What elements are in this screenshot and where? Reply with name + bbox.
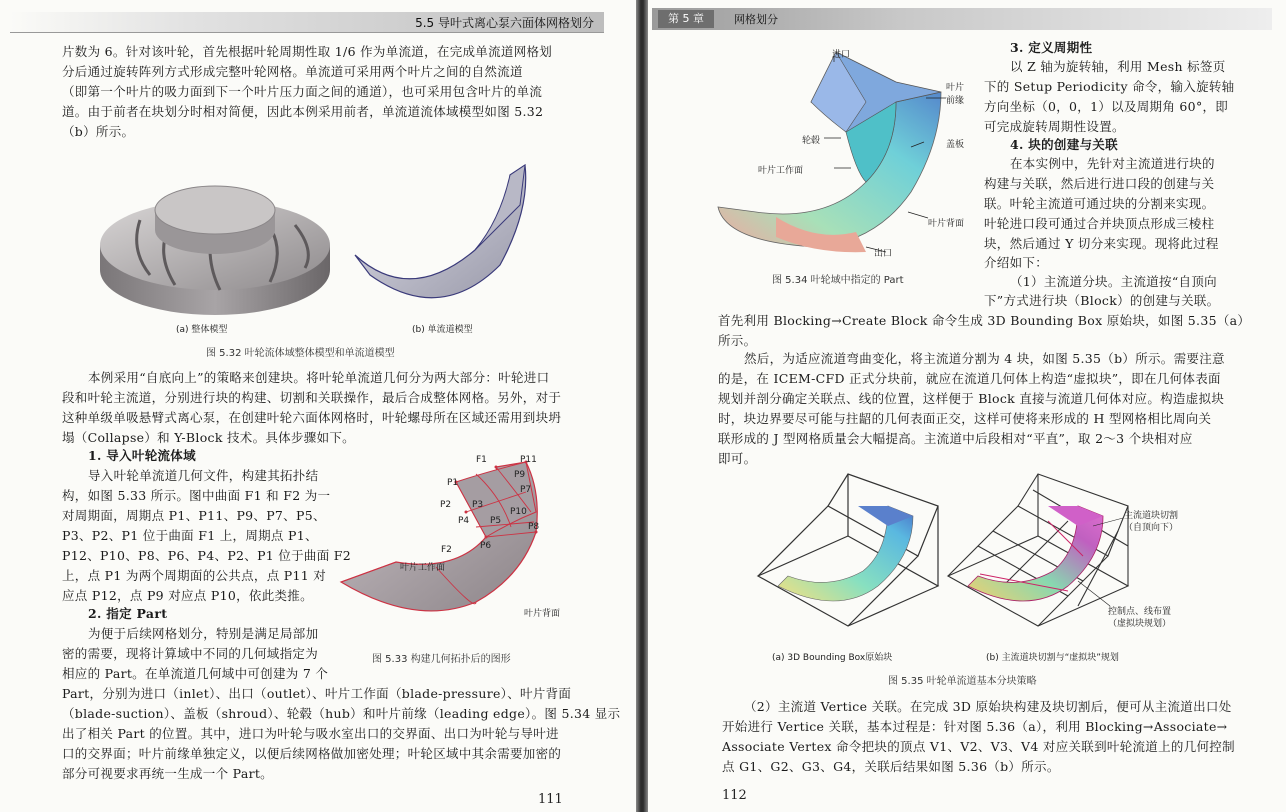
figure-5-32-caption: 图 5.32 叶轮流体域整体模型和单流道模型	[206, 348, 395, 359]
label-P1: P1	[447, 478, 459, 488]
page-number: 112	[722, 788, 747, 803]
text-line: 为便于后续网格划分，特别是满足局部加	[88, 626, 319, 641]
running-header	[10, 12, 604, 33]
figure-5-33-caption: 图 5.33 构建几何拓扑后的图形	[372, 654, 511, 665]
text-line: 分后通过旋转阵列方式形成完整叶轮网格。单流道可采用两个叶片之间的自然流道	[62, 64, 523, 79]
figure-5-32-image	[80, 150, 560, 320]
text-line: 段和叶轮主流道，分别进行块的构建、切割和关联操作，最后合成整体网格。另外，对于	[62, 390, 562, 405]
label-F2: F2	[441, 545, 452, 555]
text-line: 的是，在 ICEM-CFD 正式分块前，就应在流道几何体上构造“虚拟块”，即在几何体表面	[718, 371, 1221, 386]
section-4-title: 4. 块的创建与关联	[1010, 137, 1118, 152]
label-virtual-block: （虚拟块规划）	[1108, 619, 1172, 629]
label-P8: P8	[528, 522, 540, 532]
label-P7: P7	[520, 485, 532, 495]
text-line: 密的需要，现将计算域中不同的几何域指定为	[62, 646, 319, 661]
text-line: 以 Z 轴为旋转轴，利用 Mesh 标签页	[1010, 59, 1226, 74]
page-112	[648, 0, 1286, 812]
text-line: （b）所示。	[62, 124, 135, 139]
text-line: 在本实例中，先针对主流道进行块的	[1010, 156, 1215, 171]
text-line: 这种单级单吸悬臂式离心泵，在创建叶轮六面体网格时，叶轮螺母所在区域还需用到块坍	[62, 410, 562, 425]
text-line: 首先利用 Blocking→Create Block 命令生成 3D Bounding Box 原始块，如图 5.35（a）	[718, 313, 1251, 328]
text-line: 构，如图 5.33 所示。图中曲面 F1 和 F2 为一	[62, 488, 331, 503]
text-line: 塌（Collapse）和 Y-Block 技术。具体步骤如下。	[62, 430, 355, 445]
label-P6: P6	[480, 541, 492, 551]
text-line: 对周期面，周期点 P1、P11、P9、P7、P5、	[62, 508, 326, 523]
figure-5-35-caption: 图 5.35 叶轮单流道基本分块策略	[888, 676, 1037, 687]
label-P5: P5	[490, 516, 502, 526]
text-line: 下”方式进行块（Block）的创建与关联。	[984, 293, 1220, 308]
text-line: P12、P10、P8、P6、P4、P2、P1 位于曲面 F2	[62, 548, 352, 563]
text-line: 时，块边界要尽可能与拄龆的几何表面正交，这样可使将来形成的 H 型网格相比周向关	[718, 411, 1212, 426]
label-hub: 轮毂	[802, 136, 821, 146]
text-line: 然后，为适应流道弯曲变化，将主流道分割为 4 块，如图 5.35（b）所示。需要注意	[744, 351, 1225, 366]
label-blade-pressure-r: 叶片工作面	[758, 166, 804, 176]
text-line: 规划并剖分确定关联点、线的位置，这样便于 Block 直接与流道几何体对应。构造虚拟块	[718, 391, 1225, 406]
text-line: 道。由于前者在块划分时相对简便，因此本例采用前者，单流道流体域模型如图 5.32	[62, 104, 544, 119]
label-P4: P4	[458, 516, 470, 526]
page-111	[0, 0, 636, 812]
text-line: 应点 P12，点 P9 对应点 P10，依此类推。	[62, 588, 313, 603]
label-leading-edge: 叶片前缘	[946, 83, 965, 106]
section-2-title: 2. 指定 Part	[88, 606, 168, 621]
text-line: 即可。	[718, 451, 757, 466]
label-control-points: 控制点、线布置	[1108, 607, 1172, 617]
text-line: 出了相关 Part 的位置。其中，进口为叶轮与吸水室出口的交界面、出口为叶轮与导叶进	[62, 726, 559, 741]
text-line: 本例采用“自底向上”的策略来创建块。将叶轮单流道几何分为两大部分：叶轮进口	[88, 370, 550, 385]
text-line: 可完成旋转周期性设置。	[984, 119, 1125, 134]
section-1-title: 1. 导入叶轮流体域	[88, 448, 196, 463]
figure-5-32a-label: (a) 整体模型	[176, 325, 228, 335]
label-F1: F1	[476, 455, 487, 465]
text-line: 块，然后通过 Y 切分来实现。现将此过程	[984, 236, 1219, 251]
chapter-number: 第 5 章	[658, 10, 714, 28]
text-line: 所示。	[718, 333, 757, 348]
label-P10: P10	[510, 507, 527, 517]
figure-5-35b-label: (b) 主流道块切割与“虚拟块”规划	[986, 653, 1119, 663]
label-P2: P2	[440, 500, 452, 510]
label-top-down: （自顶向下）	[1124, 523, 1179, 533]
text-line: （blade-suction）、盖板（shroud）、轮毂（hub）和叶片前缘（leading edge）。图 5.34 显示	[62, 706, 621, 721]
text-line: P3、P2、P1 位于曲面 F1 上，周期点 P1、	[62, 528, 318, 543]
book-gutter	[636, 0, 648, 812]
text-line: Associate Vertex 命令把块的顶点 V1、V2、V3、V4 对应关联到叶轮流道上的几何控制	[722, 739, 1235, 754]
text-line: 方向坐标（0，0，1）以及周期角 60°，即	[984, 99, 1229, 114]
figure-5-32b-label: (b) 单流道模型	[412, 325, 473, 335]
text-line: Part，分别为进口（inlet）、出口（outlet）、叶片工作面（blade-pressure）、叶片背面	[62, 686, 572, 701]
label-P11: P11	[520, 455, 537, 465]
label-P9: P9	[514, 470, 526, 480]
label-block-cut: 主流道块切割	[1124, 511, 1179, 521]
text-line: 介绍如下：	[984, 255, 1049, 270]
text-line: 上，点 P1 为两个周期面的公共点，点 P11 对	[62, 568, 327, 583]
label-blade-suction-r: 叶片背面	[928, 219, 965, 229]
chapter-title: 网格划分	[734, 13, 778, 26]
text-line: 相应的 Part。在单流道几何域中可创建为 7 个	[62, 666, 329, 681]
figure-5-34-image	[716, 42, 956, 267]
text-line: 叶轮进口段可通过合并块顶点形成三棱柱	[984, 216, 1215, 231]
header-text: 5.5 导叶式离心泵六面体网格划分	[415, 16, 594, 30]
label-blade-pressure: 叶片工作面	[400, 563, 446, 573]
label-outlet: 出口	[874, 249, 893, 259]
label-P3: P3	[472, 500, 484, 510]
section-3-title: 3. 定义周期性	[1010, 40, 1093, 55]
text-line: （1）主流道分块。主流道按“自顶向	[1010, 274, 1217, 289]
text-line: 点 G1、G2、G3、G4，关联后结果如图 5.36（b）所示。	[722, 759, 1060, 774]
figure-5-34-caption: 图 5.34 叶轮域中指定的 Part	[772, 275, 904, 286]
figure-5-35a-label: (a) 3D Bounding Box原始块	[772, 653, 893, 663]
text-line: 构建与关联，然后进行进口段的创建与关	[984, 176, 1215, 191]
text-line: （2）主流道 Vertice 关联。在完成 3D 原始块构建及块切割后，便可从主流道出口处	[744, 699, 1232, 714]
label-shroud: 盖板	[946, 140, 965, 150]
text-line: 联形成的 J 型网格质量会大幅提高。主流道中后段相对“平直”，取 2～3 个块相对应	[718, 431, 1193, 446]
text-line: 口的交界面；叶片前缘单独定义，以便后续网格做加密处理；叶轮区域中其余需要加密的	[62, 746, 562, 761]
figure-5-35-image	[748, 466, 1168, 644]
label-inlet: 进口	[832, 50, 851, 60]
label-blade-suction: 叶片背面	[524, 609, 561, 619]
text-line: 联。叶轮主流道可通过块的分割来实现。	[984, 196, 1215, 211]
chapter-header	[652, 8, 1272, 30]
text-line: 部分可视要求再统一生成一个 Part。	[62, 766, 273, 781]
text-line: （即第一个叶片的吸力面到下一个叶片压力面之间的通道），也可采用包含叶片的单流	[62, 84, 543, 99]
text-line: 片数为 6。针对该叶轮，首先根据叶轮周期性取 1/6 作为单流道，在完成单流道网格划	[62, 44, 553, 59]
text-line: 导入叶轮单流道几何文件，构建其拓扑结	[88, 468, 319, 483]
page-number: 111	[538, 792, 563, 807]
text-line: 下的 Setup Periodicity 命令，输入旋转轴	[984, 79, 1235, 94]
text-line: 开始进行 Vertice 关联，基本过程是：针对图 5.36（a），利用 Blocking→Associate→	[722, 719, 1228, 734]
